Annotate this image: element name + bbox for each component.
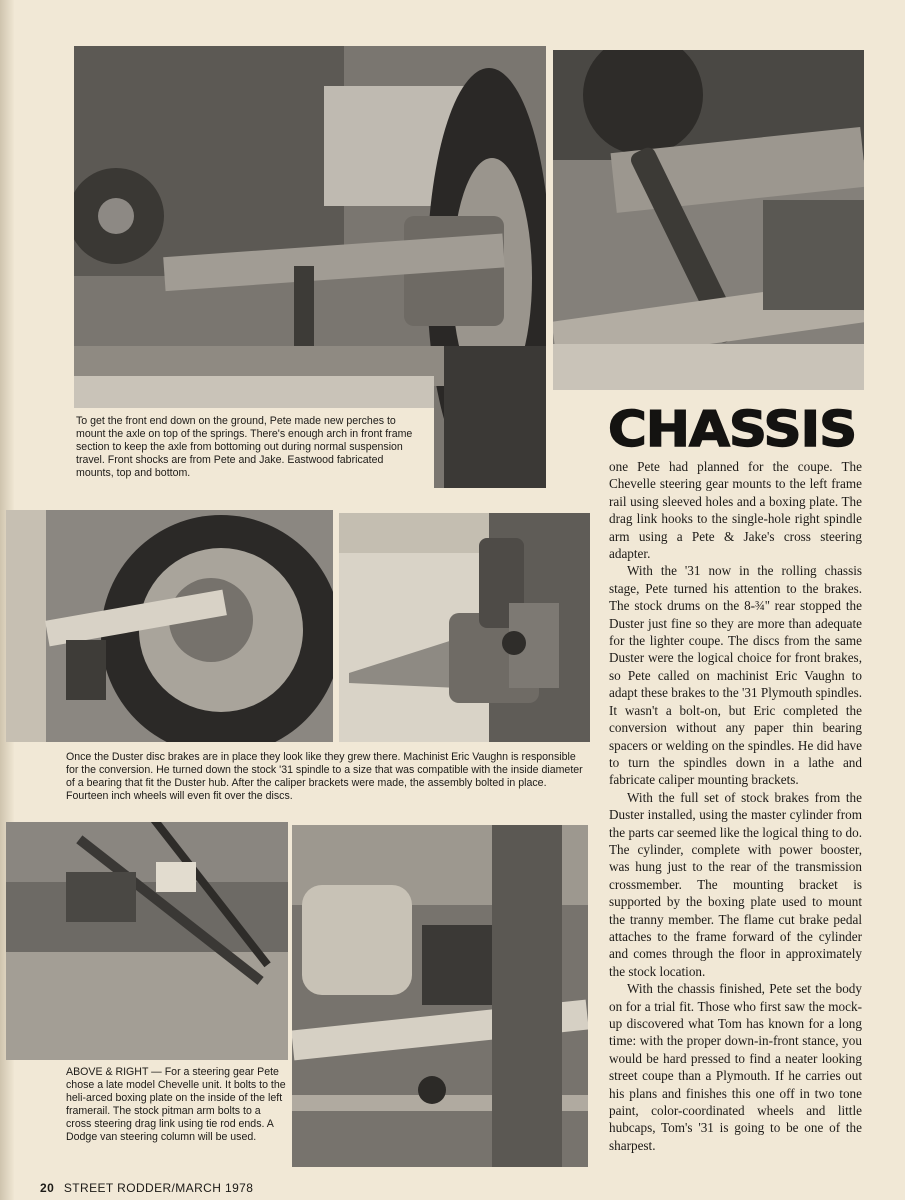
photo-steering-links <box>6 822 288 1060</box>
publication-line: STREET RODDER/MARCH 1978 <box>63 1181 254 1195</box>
caption-middle: Once the Duster disc brakes are in place they look like they grew there. Machinist Eric Vaughn is responsible for the conversion. He turned down the stock '31 spindle to a size that was compatible with the inside diameter of a bearing that fit the Duster hub. After the caliper brackets were made, the assembly bolted in place. Fourteen inch wheels will even fit over the discs. <box>66 751 583 802</box>
photo-disc-brake <box>6 510 333 742</box>
article-body <box>609 458 862 1154</box>
page-number: 20 <box>40 1181 55 1195</box>
article-paragraph: With the full set of stock brakes from the Duster installed, using the master cylinder from the parts car seemed like the logical thing to do. The cylinder, complete with power booster, was hung just to the rear of the transmission crossmember. The mounting bracket is supported by the boxing plate used to mount the tranny member. The flame cut brake pedal attaches to the frame forward of the cylinder and comes through the floor in approximately the stock location. <box>609 789 862 979</box>
caption-bottom: ABOVE & RIGHT — For a steering gear Pete chose a late model Chevelle unit. It bolts to the heli-arced boxing plate on the inside of the left framerail. The stock pitman arm bolts to a cross steering drag link using tie rod ends. A Dodge van steering column will be used. <box>66 1066 286 1143</box>
headline: CHASSIS <box>608 401 857 458</box>
article-paragraph: one Pete had planned for the coupe. The Chevelle steering gear mounts to the left frame rail using sleeved holes and a boxing plate. The drag link hooks to the single-hole right spindle arm using a Pete & Jake's cross steering adapter. <box>609 459 862 562</box>
photo-front-shock <box>553 50 864 390</box>
article-paragraph: With the chassis finished, Pete set the body on for a trial fit. Those who first saw the mock-up discovered what Tom has known for a long time: with the proper down-in-front stance, you would be hard pressed to find a neater looking street coupe than a Plymouth. If he carries out his plans and finishes this one off in two tone paint, color-coordinated wheels and little hubcaps, Tom's '31 is going to be one of the sharpest. <box>609 981 862 1153</box>
page-footer <box>40 1180 440 1196</box>
article-paragraph: With the '31 now in the rolling chassis stage, Pete turned his attention to the brakes. The stock drums on the 8-¾'' rear stopped the Duster just fine so they are more than adequate for the lighter coupe. The discs from the same Duster were the logical choice for front brakes, so Pete called on machinist Eric Vaughn to adapt these brakes to the '31 Plymouth spindles. It wasn't a bolt-on, but Eric completed the conversion without any paper thin bearing spacers or welding on the spindles. He did have to turn the spindles down in a lathe and fabricate caliper mounting brackets. <box>609 563 862 788</box>
photo-spindle <box>339 513 590 742</box>
caption-top: To get the front end down on the ground, Pete made new perches to mount the axle on top of the springs. There's enough arch in front frame section to keep the axle from bottoming out during normal suspension travel. Front shocks are from Pete and Jake. Eastwood fabricated mounts, top and bottom. <box>76 415 413 479</box>
photo-steering-gear <box>292 825 588 1167</box>
